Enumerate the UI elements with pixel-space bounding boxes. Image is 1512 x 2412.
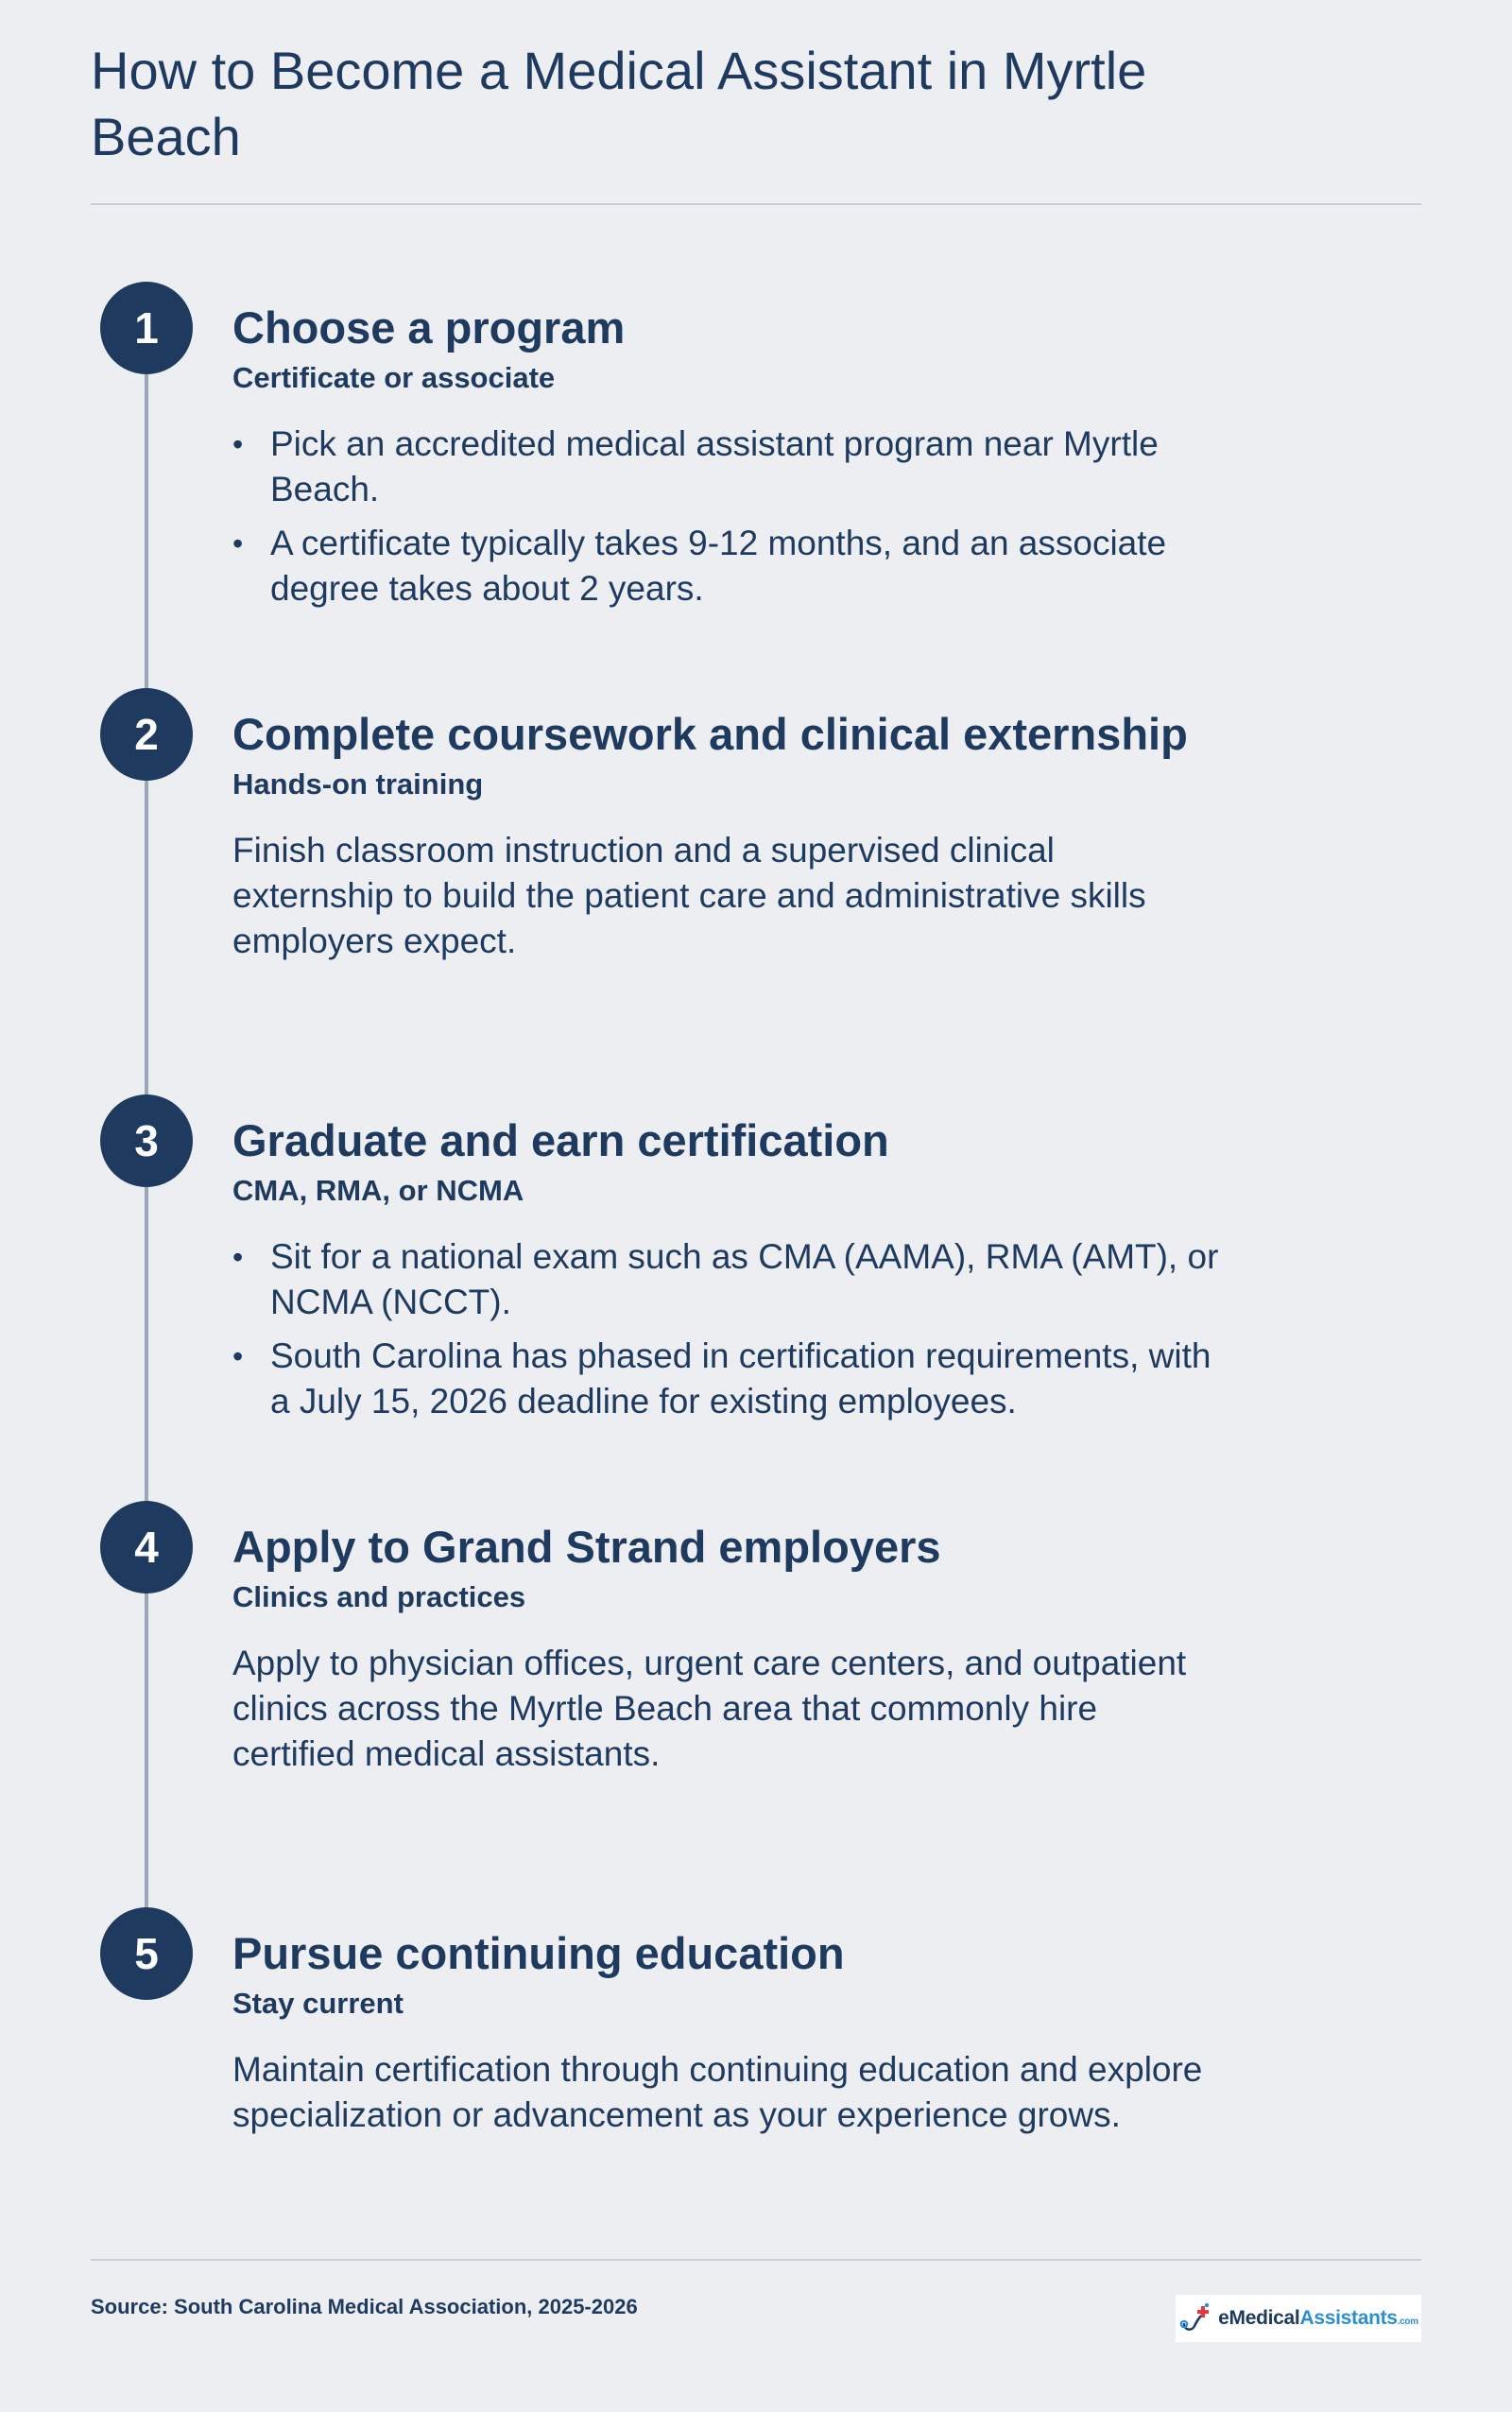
- bullet-item: • South Carolina has phased in certification requirements, with a July 15, 2026 deadline for existing employees.: [232, 1334, 1234, 1424]
- step-number-badge: 3: [100, 1094, 193, 1187]
- step-body: Apply to physician offices, urgent care centers, and outpatient clinics across the Myrtle Beach area that commonly hire certified medical assistants.: [232, 1644, 1187, 1773]
- step-subtitle: Stay current: [232, 1987, 404, 2020]
- step-subtitle: Certificate or associate: [232, 361, 556, 394]
- bullet-item: • A certificate typically takes 9-12 months, and an associate degree takes about 2 years.: [232, 521, 1234, 612]
- step-body: Finish classroom instruction and a supervised clinical externship to build the patient care and administrative skills employers expect.: [232, 831, 1146, 960]
- step-bullets: [232, 422, 1234, 620]
- step-subtitle: Hands-on training: [232, 767, 484, 801]
- step-body: Maintain certification through continuing education and explore specialization or advancement as your experience grows.: [232, 2050, 1203, 2134]
- step-title: Complete coursework and clinical externship: [232, 709, 1188, 759]
- step-title: Graduate and earn certification: [232, 1115, 889, 1165]
- step-number-badge: 1: [100, 282, 193, 374]
- logo-wordmark: eMedicalAssistants.com: [1218, 2307, 1418, 2329]
- header-divider: [91, 203, 1421, 205]
- step-title: Choose a program: [232, 302, 626, 353]
- stethoscope-cross-icon: [1178, 2301, 1212, 2335]
- step-title: Pursue continuing education: [232, 1928, 845, 1978]
- bullet-item: • Pick an accredited medical assistant program near Myrtle Beach.: [232, 422, 1234, 512]
- brand-logo: [1176, 2295, 1421, 2342]
- step-number-badge: 5: [100, 1907, 193, 2000]
- step-number-badge: 4: [100, 1501, 193, 1594]
- source-citation: Source: South Carolina Medical Association, 2025-2026: [91, 2295, 638, 2318]
- step-number-badge: 2: [100, 688, 193, 781]
- footer-divider: [91, 2259, 1421, 2261]
- step-title: Apply to Grand Strand employers: [232, 1522, 941, 1572]
- step-bullets: [232, 1234, 1234, 1433]
- step-subtitle: CMA, RMA, or NCMA: [232, 1174, 524, 1207]
- step-subtitle: Clinics and practices: [232, 1580, 526, 1613]
- bullet-item: • Sit for a national exam such as CMA (AAMA), RMA (AMT), or NCMA (NCCT).: [232, 1234, 1234, 1325]
- page-title: How to Become a Medical Assistant in Myrtle Beach: [91, 41, 1147, 166]
